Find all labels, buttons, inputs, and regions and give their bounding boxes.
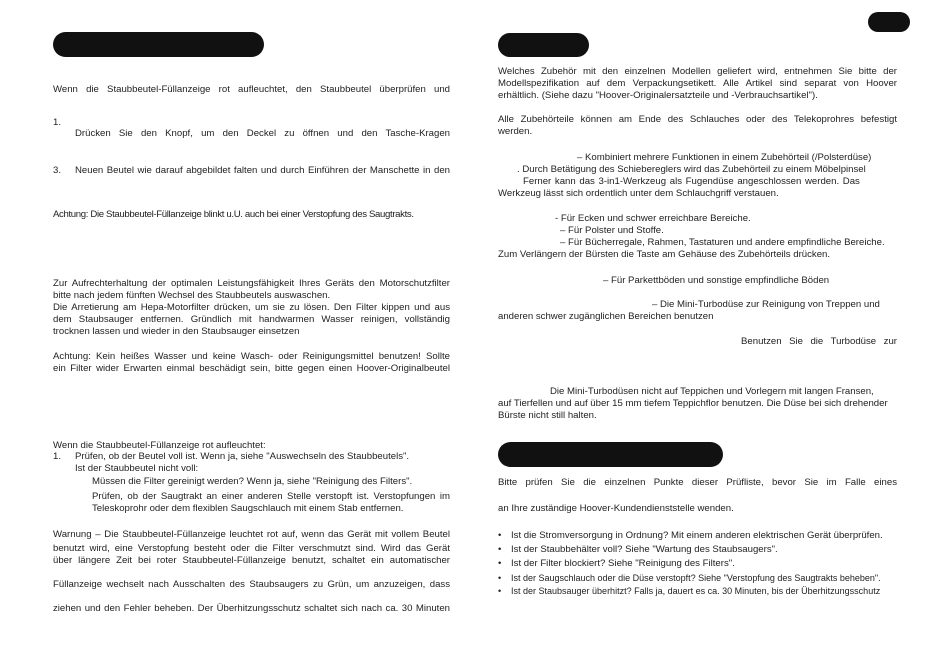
right-section-heading-bar [498, 33, 589, 57]
checklist-item: • Ist der Filter blockiert? Siehe "Reinigung des Filters". [511, 558, 735, 570]
left-text-line: Achtung: Die Staubbeutel-Füllanzeige blinkt u.U. auch bei einer Verstopfung des Saugtrakts. [53, 209, 414, 220]
checklist-item: • Ist der Saugschlauch oder die Düse verstopft? Siehe "Verstopfung des Saugtrakts beheben". [511, 572, 881, 584]
left-text-line: Teleskoprohr oder dem flexiblen Saugschlauch mit einem Stab entfernen. [92, 503, 404, 514]
page-number-badge [868, 12, 910, 32]
left-text-line: dem Staubsauger entfernen. Gründlich mit handwarmen Wasser reinigen, vollständig [53, 314, 450, 325]
left-text-line: benutzt wird, eine Verstopfung besteht oder die Filter verschmutzt sind. Wird das Gerät [53, 543, 450, 554]
left-text-line: Wenn die Staubbeutel-Füllanzeige rot aufleuchtet, den Staubbeutel überprüfen und [53, 84, 450, 95]
right-text-line: Die Mini-Turbodüsen nicht auf Teppichen und Vorlegern mit langen Fransen, [550, 386, 874, 397]
list-number: 1. [53, 117, 62, 128]
left-text-line: Müssen die Filter gereinigt werden? Wenn ja, siehe "Reinigung des Filters". [92, 476, 413, 487]
left-text-line: ein Filter wider Erwarten einmal beschädigt sein, bitte gegen einen Hoover-Originalbeutel [53, 363, 450, 374]
right-text-line: – Für Parkettböden und sonstige empfindliche Böden [603, 275, 830, 286]
left-text-line: Prüfen, ob der Beutel voll ist. Wenn ja, siehe "Auswechseln des Staubbeutels". [75, 451, 410, 462]
left-text-line: bitte nach jedem fünften Wechsel des Staubbeutels auswaschen. [53, 290, 331, 301]
right-text-line: Bürste nicht still halten. [498, 410, 597, 421]
checklist-item: • Ist der Staubsauger überhitzt? Falls ja, dauert es ca. 30 Minuten, bis der Überhitzungsschutz [511, 585, 880, 597]
right-text-line: Welches Zubehör mit den einzelnen Modellen geliefert wird, entnehmen Sie bitte der [498, 66, 897, 77]
left-text-line: Neuen Beutel wie darauf abgebildet falten und durch Einführen der Manschette in den [75, 165, 450, 176]
right-text-line: an Ihre zuständige Hoover-Kundendienststelle wenden. [498, 503, 734, 514]
right-text-line: – Kombiniert mehrere Funktionen in einem Zubehörteil (/Polsterdüse) [577, 152, 872, 163]
right-text-line: auf Tierfellen und auf über 15 mm tiefem Teppichflor benutzen. Die Düse bei sich drehender [498, 398, 888, 409]
checklist-item: • Ist der Staubbehälter voll? Siehe "Wartung des Staubsaugers". [511, 544, 778, 556]
right-text-line: – Für Bücherregale, Rahmen, Tastaturen und andere empfindliche Bereiche. [560, 237, 885, 248]
left-text-line: Warnung – Die Staubbeutel-Füllanzeige leuchtet rot auf, wenn das Gerät mit vollem Beutel [53, 529, 450, 540]
checklist-item: • Ist die Stromversorgung in Ordnung? Mit einem anderen elektrischen Gerät überprüfen. [511, 530, 883, 542]
troubleshooting-heading-bar [498, 442, 723, 467]
left-text-line: Zur Aufrechterhaltung der optimalen Leistungsfähigkeit Ihres Geräts den Motorschutzfilter [53, 278, 450, 289]
right-text-line: Zum Verlängern der Bürsten die Taste am Gehäuse des Zubehörteils drücken. [498, 249, 831, 260]
right-text-line: – Die Mini-Turbodüse zur Reinigung von Treppen und [652, 299, 880, 310]
left-text-line: Füllanzeige wechselt nach Ausschalten des Staubsaugers zu Grün, um anzuzeigen, dass [53, 579, 450, 590]
right-text-line: Ferner kann das 3-in1-Werkzeug als Fugendüse angeschlossen werden. Das [523, 176, 860, 187]
right-text-line: . Durch Betätigung des Schiebereglers wird das Zubehörteil zu einem Möbelpinsel [517, 164, 866, 175]
list-number: 3. [53, 165, 62, 176]
right-text-line: – Für Polster und Stoffe. [560, 225, 664, 236]
right-text-line: Werkzeug lässt sich ordentlich unter dem Schlauchgriff verstauen. [498, 188, 779, 199]
left-text-line: Achtung: Kein heißes Wasser und keine Wasch- oder Reinigungsmittel benutzen! Sollte [53, 351, 450, 362]
right-text-line: - Für Ecken und schwer erreichbare Bereiche. [555, 213, 751, 224]
right-text-line: Bitte prüfen Sie die einzelnen Punkte dieser Prüfliste, bevor Sie im Falle eines [498, 477, 897, 488]
list-number: 1. [53, 451, 62, 462]
right-text-line: Alle Zubehörteile können am Ende des Schlauches oder des Telekoprohres befestigt [498, 114, 897, 125]
left-section-heading-bar [53, 32, 264, 57]
left-text-line: Wenn die Staubbeutel-Füllanzeige rot aufleuchtet: [53, 440, 266, 451]
right-text-line: erhältlich. (Siehe dazu "Hoover-Originalersatzteile und -Verbrauchsartikel"). [498, 90, 818, 101]
right-text-line: anderen schwer zugänglichen Bereichen benutzen [498, 311, 714, 322]
right-text-line: Modellspezifikation auf dem Verpackungsetikett. Alle Artikel sind separat von Hoover [498, 78, 897, 89]
left-text-line: ziehen und den Fehler beheben. Der Überhitzungsschutz schaltet sich nach ca. 30 Minuten [53, 603, 450, 614]
left-text-line: trocknen lassen und wieder in den Staubsauger einsetzen [53, 326, 300, 337]
left-text-line: Die Arretierung am Hepa-Motorfilter drücken, um sie zu lösen. Den Filter kippen und aus [53, 302, 450, 313]
left-text-line: Drücken Sie den Knopf, um den Deckel zu öffnen und den Tasche-Kragen [75, 128, 450, 139]
right-text-line: werden. [498, 126, 533, 137]
left-text-line: Prüfen, ob der Saugtrakt an einer anderen Stelle verstopft ist. Verstopfungen im [92, 491, 450, 502]
left-text-line: Ist der Staubbeutel nicht voll: [75, 463, 199, 474]
right-text-line: Benutzen Sie die Turbodüse zur [741, 336, 897, 347]
left-text-line: über längere Zeit bei roter Staubbeutel-Füllanzeige benutzt, schaltet ein automatischer [53, 555, 450, 566]
